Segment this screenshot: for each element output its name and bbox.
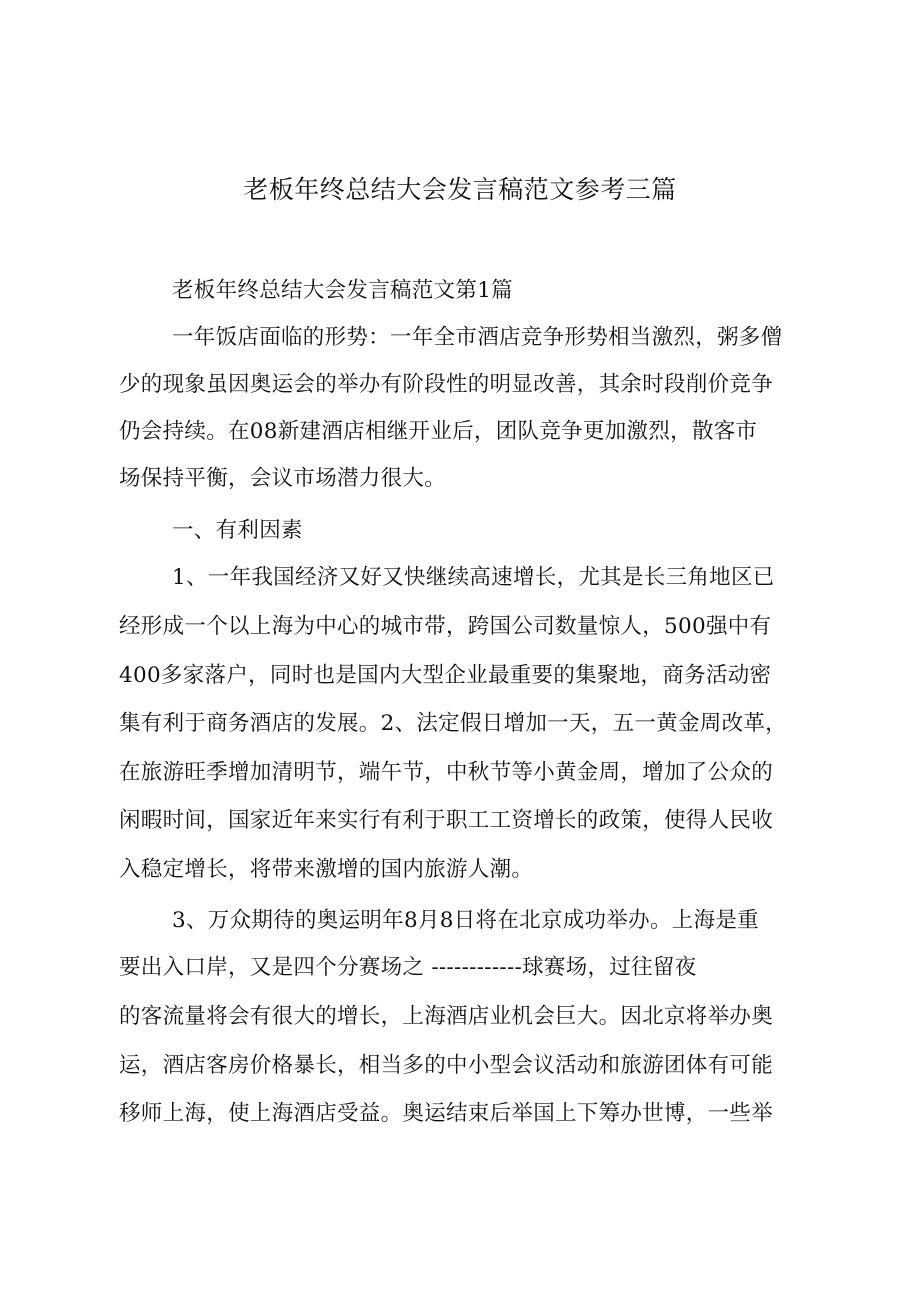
paragraph-line: 经形成一个以上海为中心的城市带，跨国公司数量惊人，500强中有	[119, 614, 772, 639]
paragraph-line: 移师上海，使上海酒店受益。奥运结束后举国上下筹办世博，一些举	[119, 1101, 774, 1126]
paragraph-line: 要出入口岸，又是四个分赛场之 ------------球赛场，过往留夜	[119, 955, 697, 980]
subsection-heading: 一、有利因素	[172, 518, 303, 543]
paragraph-line: 1、一年我国经济又好又快继续高速增长，尤其是长三角地区已	[172, 565, 775, 590]
paragraph-line: 一年饭店面临的形势：一年全市酒店竞争形势相当激烈，粥多僧	[172, 325, 783, 350]
paragraph-line: 场保持平衡，会议市场潜力很大。	[119, 466, 447, 491]
document-title: 老板年终总结大会发言稿范文参考三篇	[243, 175, 677, 204]
paragraph-line: 运，酒店客房价格暴长，相当多的中小型会议活动和旅游团体有可能	[119, 1053, 774, 1078]
section-heading-1: 老板年终总结大会发言稿范文第1篇	[172, 278, 513, 303]
paragraph-line: 3、万众期待的奥运明年8月8日将在北京成功举办。上海是重	[172, 908, 759, 933]
paragraph-line: 入稳定增长，将带来激增的国内旅游人潮。	[119, 857, 534, 882]
paragraph-line: 在旅游旺季增加清明节，端午节，中秋节等小黄金周，增加了公众的	[119, 760, 774, 785]
paragraph-line: 的客流量将会有很大的增长，上海酒店业机会巨大。因北京将举办奥	[119, 1004, 774, 1029]
paragraph-line: 400多家落户，同时也是国内大型企业最重要的集聚地，商务活动密	[119, 663, 772, 688]
paragraph-line: 仍会持续。在08新建酒店相继开业后，团队竞争更加激烈，散客市	[119, 419, 758, 444]
paragraph-line: 闲暇时间，国家近年来实行有利于职工工资增长的政策，使得人民收	[119, 808, 774, 833]
paragraph-line: 集有利于商务酒店的发展。2、法定假日增加一天，五一黄金周改革，	[119, 711, 787, 736]
paragraph-line: 少的现象虽因奥运会的举办有阶段性的明显改善，其余时段削价竞争	[119, 372, 774, 397]
